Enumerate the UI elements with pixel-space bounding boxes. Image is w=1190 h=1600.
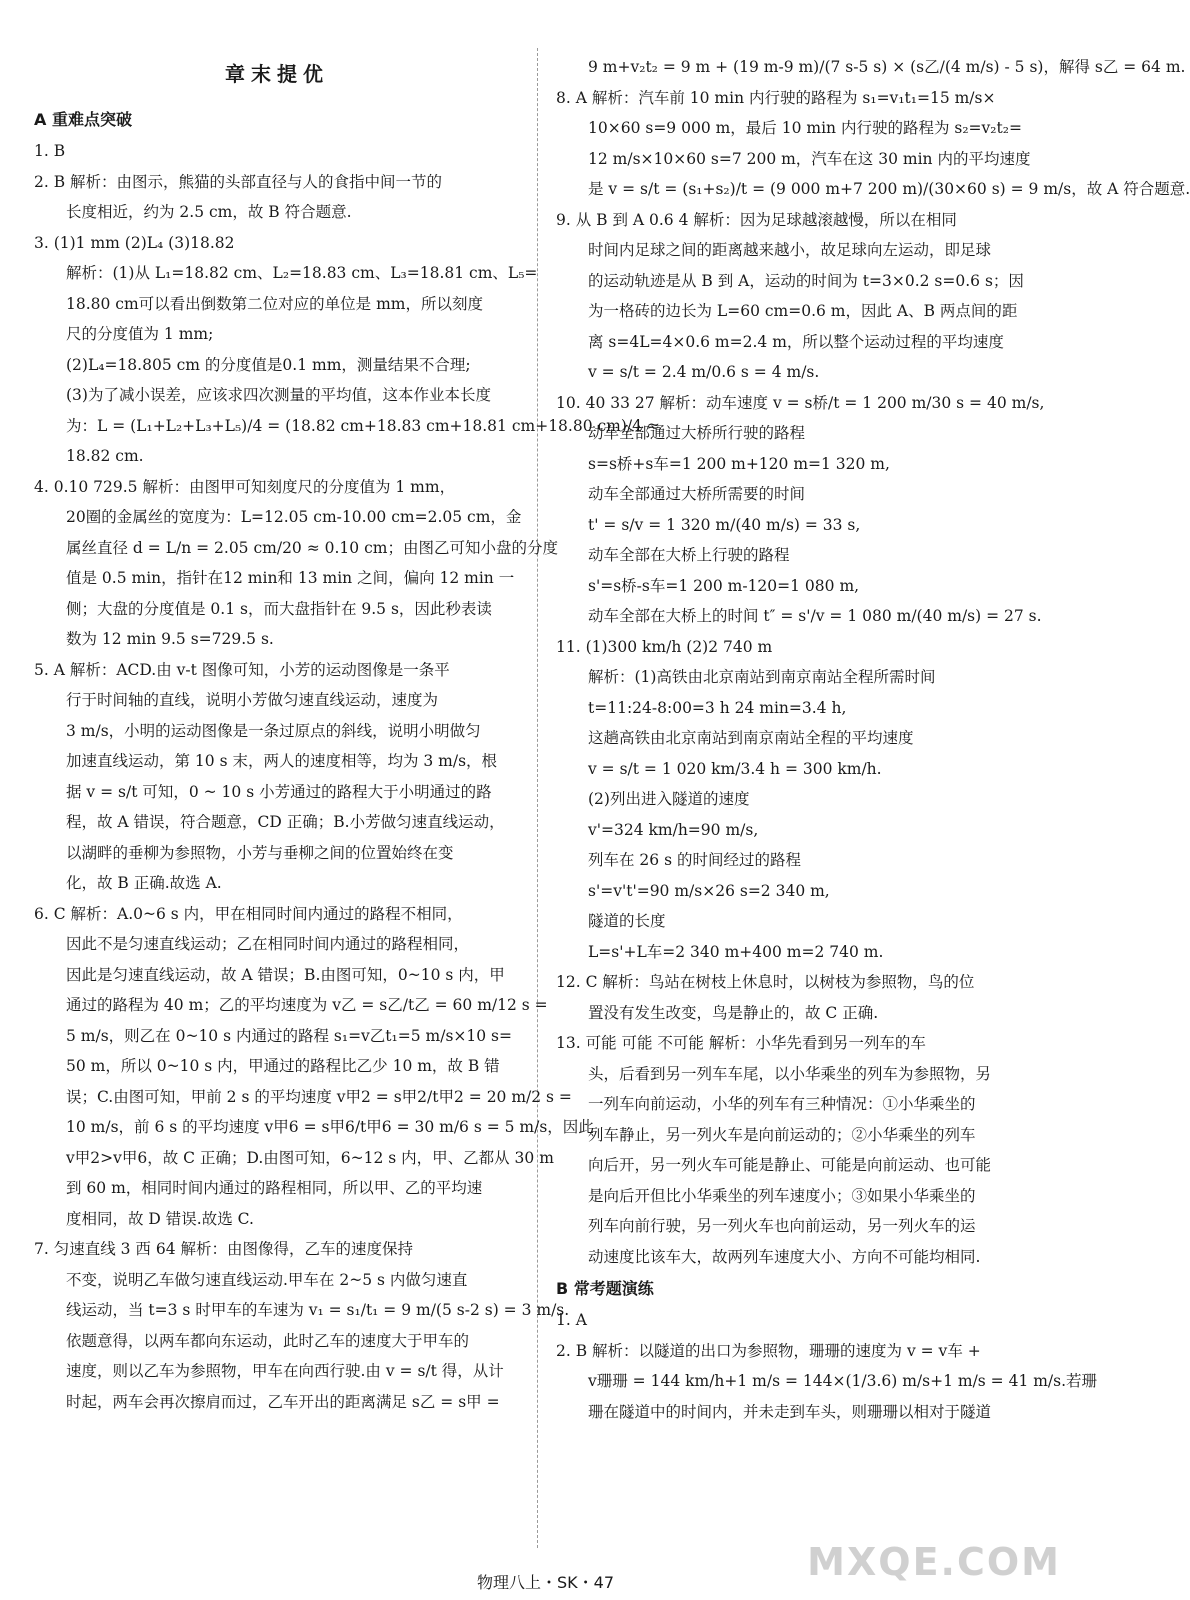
text-line: 到 60 m，相同时间内通过的路程相同，所以甲、乙的平均速 xyxy=(66,1179,483,1197)
section-b-heading: B 常考题演练 xyxy=(556,1279,654,1298)
text-line: 隧道的长度 xyxy=(588,912,666,930)
text-line: 通过的路程为 40 m；乙的平均速度为 v乙 = s乙/t乙 = 60 m/12 s = xyxy=(66,996,548,1014)
text-line: v = s/t = 2.4 m/0.6 s = 4 m/s. xyxy=(588,363,820,381)
watermark-logo: MXQE.COM xyxy=(807,1540,1061,1584)
text-line: t' = s/v = 1 320 m/(40 m/s) = 33 s, xyxy=(588,515,861,534)
text-line: 解析：(1)从 L₁=18.82 cm、L₂=18.83 cm、L₃=18.81 cm、L₅= xyxy=(66,264,538,282)
text-line: 珊在隧道中的时间内，并未走到车头，则珊珊以相对于隧道 xyxy=(588,1402,992,1421)
text-line: 解析：(1)高铁由北京南站到南京南站全程所需时间 xyxy=(588,668,936,686)
text-line: 速度，则以乙车为参照物，甲车在向西行驶.由 v = s/t 得，从计 xyxy=(66,1362,504,1380)
text-line: v珊珊 = 144 km/h+1 m/s = 144×(1/3.6) m/s+1 m/s = 41 m/s.若珊 xyxy=(588,1372,1098,1390)
text-line: 度相同，故 D 错误.故选 C. xyxy=(66,1209,254,1228)
text-line: (2)L₄=18.805 cm 的分度值是0.1 mm，测量结果不合理; xyxy=(66,355,471,374)
text-line: 置没有发生改变，鸟是静止的，故 C 正确. xyxy=(588,1003,879,1022)
text-line: 12 m/s×10×60 s=7 200 m，汽车在这 30 min 内的平均速度 xyxy=(588,149,1031,168)
text-line: v = s/t = 1 020 km/3.4 h = 300 km/h. xyxy=(588,759,882,778)
text-line: 6. C 解析：A.0~6 s 内，甲在相同时间内通过的路程不相同， xyxy=(34,904,463,923)
text-line: 行于时间轴的直线，说明小芳做匀速直线运动，速度为 xyxy=(66,691,439,709)
text-line: (2)列出进入隧道的速度 xyxy=(588,790,750,808)
text-line: 为一格砖的边长为 L=60 cm=0.6 m，因此 A、B 两点间的距 xyxy=(588,302,1018,320)
text-line: 2. B 解析：以隧道的出口为参照物，珊珊的速度为 v = v车 + xyxy=(556,1341,981,1360)
section-a-heading: A 重难点突破 xyxy=(34,110,132,129)
text-line: 11. (1)300 km/h (2)2 740 m xyxy=(556,637,773,656)
page-title: 章末提优 xyxy=(225,62,329,86)
text-line: 属丝直径 d = L/n = 2.05 cm/20 ≈ 0.10 cm；由图乙可知小盘的分度 xyxy=(66,538,558,557)
text-line: 值是 0.5 min，指针在12 min和 13 min 之间，偏向 12 min 一 xyxy=(66,569,515,587)
text-line: 离 s=4L=4×0.6 m=2.4 m，所以整个运动过程的平均速度 xyxy=(588,332,1004,351)
text-line: s=s桥+s车=1 200 m+120 m=1 320 m, xyxy=(588,454,890,473)
text-line: 一列车向前运动，小华的列车有三种情况：①小华乘坐的 xyxy=(588,1095,976,1113)
text-line: 误；C.由图可知，甲前 2 s 的平均速度 v甲2 = s甲2/t甲2 = 20 m/2 s = xyxy=(66,1087,572,1106)
text-line: 13. 可能 可能 不可能 解析：小华先看到另一列车的车 xyxy=(556,1034,926,1052)
text-line: 3. (1)1 mm (2)L₄ (3)18.82 xyxy=(34,233,235,252)
text-line: (3)为了减小误差，应该求四次测量的平均值，这本作业本长度 xyxy=(66,386,491,404)
section-b-body xyxy=(556,1305,1098,1427)
text-line: 5 m/s，则乙在 0~10 s 内通过的路程 s₁=v乙t₁=5 m/s×10 s= xyxy=(66,1026,512,1045)
text-line: 长度相近，约为 2.5 cm，故 B 符合题意. xyxy=(66,203,352,221)
text-line: 5. A 解析：ACD.由 v-t 图像可知，小芳的运动图像是一条平 xyxy=(34,660,450,679)
text-line: 线运动，当 t=3 s 时甲车的车速为 v₁ = s₁/t₁ = 9 m/(5 s-2 s) = 3 m/s. xyxy=(66,1301,570,1319)
text-line: 动车全部在大桥上行驶的路程 xyxy=(588,546,790,564)
text-line: 头，后看到另一列车车尾，以小华乘坐的列车为参照物，另 xyxy=(588,1064,992,1083)
text-line: 尺的分度值为 1 mm; xyxy=(66,325,214,343)
text-line: 化，故 B 正确.故选 A. xyxy=(66,874,222,892)
text-line: 12. C 解析：鸟站在树枝上休息时，以树枝为参照物，鸟的位 xyxy=(556,973,975,991)
text-line: 的运动轨迹是从 B 到 A，运动的时间为 t=3×0.2 s=0.6 s；因 xyxy=(588,271,1024,290)
text-line: 9 m+v₂t₂ = 9 m + (19 m-9 m)/(7 s-5 s) × (s乙/(4 m/s) - 5 s)，解得 s乙 = 64 m. xyxy=(588,58,1186,76)
text-line: 为：L = (L₁+L₂+L₃+L₅)/4 = (18.82 cm+18.83 cm+18.81 cm+18.80 cm)/4 ≈ xyxy=(66,416,660,435)
text-line: 18.80 cm可以看出倒数第二位对应的单位是 mm，所以刻度 xyxy=(66,294,484,313)
text-line: v'=324 km/h=90 m/s, xyxy=(588,820,759,839)
text-line: s'=v't'=90 m/s×26 s=2 340 m, xyxy=(588,881,830,900)
text-line: 不变，说明乙车做匀速直线运动.甲车在 2~5 s 内做匀速直 xyxy=(66,1270,468,1289)
text-line: 侧；大盘的分度值是 0.1 s，而大盘指针在 9.5 s，因此秒表读 xyxy=(66,599,492,618)
text-line: 向后开，另一列火车可能是静止、可能是向前运动、也可能 xyxy=(588,1156,992,1174)
text-line: 因此不是匀速直线运动；乙在相同时间内通过的路程相同， xyxy=(66,935,470,953)
text-line: 列车静止，另一列火车是向前运动的；②小华乘坐的列车 xyxy=(588,1125,976,1144)
text-line: 据 v = s/t 可知，0 ~ 10 s 小芳通过的路程大于小明通过的路 xyxy=(66,782,492,801)
text-line: 9. 从 B 到 A 0.6 4 解析：因为足球越滚越慢，所以在相同 xyxy=(556,210,957,229)
text-line: 列车在 26 s 的时间经过的路程 xyxy=(588,851,801,869)
text-line: 动车全部通过大桥所行驶的路程 xyxy=(588,424,806,442)
text-line: 加速直线运动，第 10 s 末，两人的速度相等，均为 3 m/s，根 xyxy=(66,752,498,770)
text-line: 时起，两车会再次擦肩而过，乙车开出的距离满足 s乙 = s甲 = xyxy=(66,1392,500,1411)
text-line: t=11:24-8:00=3 h 24 min=3.4 h, xyxy=(588,698,847,717)
right-column xyxy=(556,52,1190,1427)
text-line: 8. A 解析：汽车前 10 min 内行驶的路程为 s₁=v₁t₁=15 m/s× xyxy=(556,88,996,107)
text-line: 20圈的金属丝的宽度为：L=12.05 cm-10.00 cm=2.05 cm，金 xyxy=(66,508,522,526)
text-line: 10. 40 33 27 解析：动车速度 v = s桥/t = 1 200 m/30 s = 40 m/s, xyxy=(556,393,1045,412)
text-line: 时间内足球之间的距离越来越小，故足球向左运动，即足球 xyxy=(588,241,992,259)
text-line: 4. 0.10 729.5 解析：由图甲可知刻度尺的分度值为 1 mm， xyxy=(34,477,456,496)
text-line: L=s'+L车=2 340 m+400 m=2 740 m. xyxy=(588,942,884,961)
text-line: 50 m，所以 0~10 s 内，甲通过的路程比乙少 10 m，故 B 错 xyxy=(66,1057,500,1075)
text-line: s'=s桥-s车=1 200 m-120=1 080 m, xyxy=(588,576,860,595)
text-line: 2. B 解析：由图示，熊猫的头部直径与人的食指中间一节的 xyxy=(34,172,443,191)
text-line: 是 v = s/t = (s₁+s₂)/t = (9 000 m+7 200 m)/(30×60 s) = 9 m/s，故 A 符合题意. xyxy=(588,180,1190,198)
text-line: 1. A xyxy=(556,1311,587,1329)
text-line: 1. B xyxy=(34,142,66,160)
text-line: v甲2>v甲6，故 C 正确；D.由图可知，6~12 s 内，甲、乙都从 30 m xyxy=(66,1148,554,1167)
text-line: 动车全部在大桥上的时间 t″ = s'/v = 1 080 m/(40 m/s) = 27 s. xyxy=(588,607,1042,625)
right-column-body xyxy=(556,52,1190,1272)
text-line: 动速度比该车大，故两列车速度大小、方向不可能均相同. xyxy=(588,1247,981,1266)
text-line: 这趟高铁由北京南站到南京南站全程的平均速度 xyxy=(588,729,914,747)
text-line: 10×60 s=9 000 m，最后 10 min 内行驶的路程为 s₂=v₂t₂= xyxy=(588,119,1022,137)
text-line: 依题意得，以两车都向东运动，此时乙车的速度大于甲车的 xyxy=(66,1331,470,1350)
text-line: 数为 12 min 9.5 s=729.5 s. xyxy=(66,630,274,648)
text-line: 是向后开但比小华乘坐的列车速度小；③如果小华乘坐的 xyxy=(588,1186,976,1205)
text-line: 3 m/s，小明的运动图像是一条过原点的斜线，说明小明做匀 xyxy=(66,721,481,740)
text-line: 以湖畔的垂柳为参照物，小芳与垂柳之间的位置始终在变 xyxy=(66,843,454,862)
text-line: 因此是匀速直线运动，故 A 错误；B.由图可知，0~10 s 内，甲 xyxy=(66,965,505,984)
text-line: 列车向前行驶，另一列火车也向前运动，另一列火车的运 xyxy=(588,1217,976,1235)
text-line: 7. 匀速直线 3 西 64 解析：由图像得，乙车的速度保持 xyxy=(34,1240,414,1258)
text-line: 动车全部通过大桥所需要的时间 xyxy=(588,485,806,503)
page-footer: 物理八上・SK・47 xyxy=(476,1573,614,1592)
text-line: 程，故 A 错误，符合题意，CD 正确；B.小芳做匀速直线运动， xyxy=(66,813,505,831)
text-line: 10 m/s，前 6 s 的平均速度 v甲6 = s甲6/t甲6 = 30 m/6 s = 5 m/s，因此 xyxy=(66,1118,594,1136)
text-line: 18.82 cm. xyxy=(66,447,144,465)
